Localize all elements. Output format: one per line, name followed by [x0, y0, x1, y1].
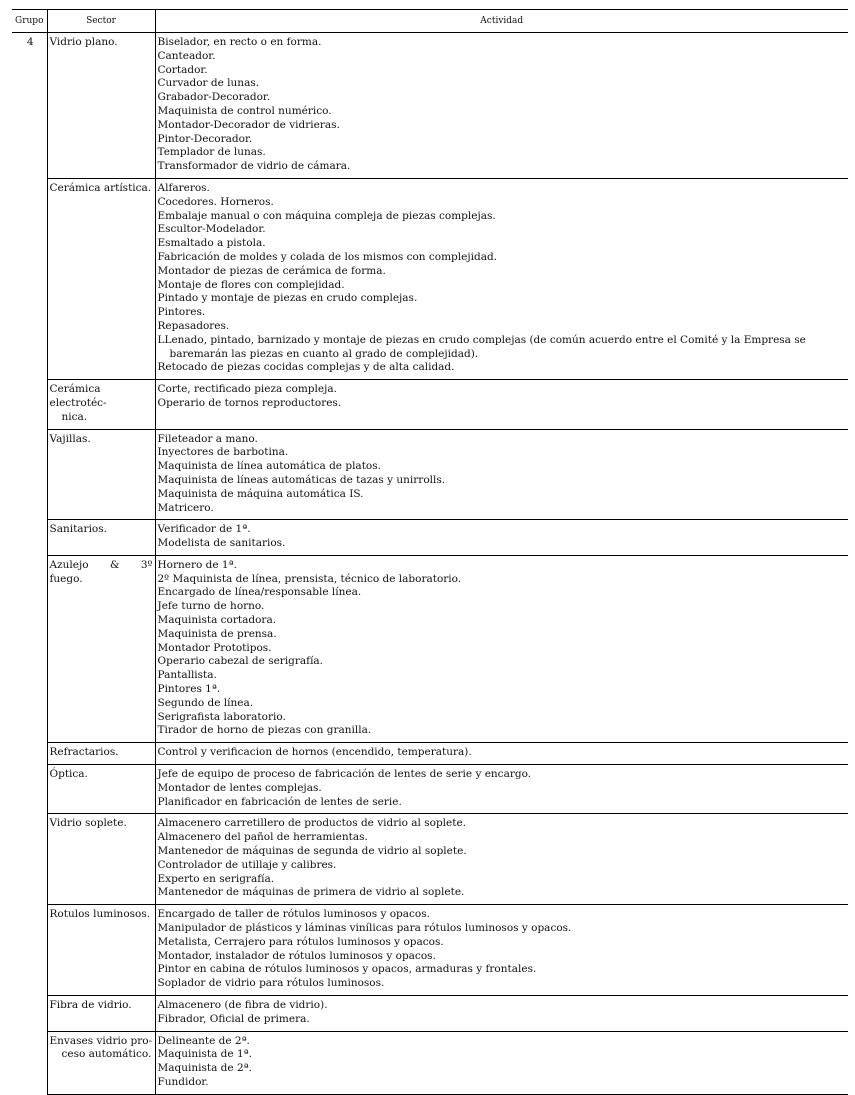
table-row: [12, 178, 848, 379]
header-actividad: Actividad: [155, 10, 848, 33]
sector-name: [50, 746, 153, 760]
activity-item: Montador, instalador de rótulos luminosos y opacos.: [157, 949, 436, 962]
activity-item: Almacenero (de fibra de vidrio).: [157, 999, 328, 1011]
activity-item: Almacenero del pañol de herramientas.: [157, 831, 368, 844]
table-body: [12, 33, 848, 1095]
activity-item: Segundo de línea.: [157, 696, 254, 709]
sector-line: ceso automático.: [61, 1048, 152, 1061]
table-row: [12, 996, 848, 1032]
activity-item: Pintores.: [157, 306, 206, 319]
sector-line: Refractarios.: [49, 746, 119, 759]
activity-item: Montador-Decorador de vidrieras.: [157, 118, 340, 131]
sector-cell: [47, 765, 155, 814]
activity-item: Tirador de horno de piezas con granilla.: [157, 724, 372, 737]
table-row: [12, 380, 848, 429]
table-row: [12, 743, 848, 765]
activity-item: Cocedores. Horneros.: [157, 195, 274, 208]
activity-item: Corte, rectificado pieza compleja.: [157, 383, 337, 396]
activity-item: Soplador de vidrio para rótulos luminosos.: [157, 977, 385, 990]
activity-item: Operario de tornos reproductores.: [157, 396, 342, 409]
table-row: [12, 905, 848, 996]
activity-item: Mantenedor de máquinas de primera de vidrio al soplete.: [157, 886, 465, 899]
activity-cell: [155, 1031, 848, 1094]
sector-line: Sanitarios.: [49, 523, 107, 536]
activity-item: Canteador.: [157, 49, 216, 62]
sector-cell: [47, 1031, 155, 1094]
activity-item: Mantenedor de máquinas de segunda de vidrio al soplete.: [157, 845, 467, 858]
activity-item: Encargado de taller de rótulos luminosos y opacos.: [157, 908, 430, 921]
table-row: [12, 555, 848, 742]
sector-cell: [47, 33, 155, 179]
activity-item: Metalista, Cerrajero para rótulos luminosos y opacos.: [157, 935, 444, 948]
grupo-cell: 4: [26, 36, 34, 48]
sector-line: nica.: [61, 410, 88, 423]
activity-item: Montador de lentes complejas.: [157, 781, 322, 794]
activity-item: Manipulador de plásticos y láminas vinílicas para rótulos luminosos y opacos.: [157, 922, 572, 935]
sector-name: [50, 182, 153, 196]
sector-cell: [47, 380, 155, 429]
activity-item: Planificador en fabricación de lentes de serie.: [157, 795, 402, 808]
sector-line: Cerámica artística.: [49, 181, 152, 194]
activity-item: Matricero.: [157, 501, 214, 514]
activity-item: Retocado de piezas cocidas complejas y de alta calidad.: [157, 361, 455, 374]
activity-item: Fileteador a mano.: [157, 432, 258, 445]
activity-item: Maquinista de máquina automática IS.: [157, 487, 364, 500]
activity-table: [12, 9, 848, 1095]
activity-item: Esmaltado a pistola.: [157, 237, 266, 250]
activity-cell: [155, 743, 848, 765]
sector-cell: [47, 178, 155, 379]
activity-item: Jefe turno de horno.: [157, 600, 265, 613]
activity-item: Fabricación de moldes y colada de los mismos con complejidad.: [157, 250, 498, 263]
activity-cell: [155, 814, 848, 905]
header-sector: Sector: [47, 10, 155, 33]
activity-item: Alfareros.: [157, 181, 210, 194]
sector-line: Cerámica electrotéc-: [49, 383, 107, 409]
sector-name: [50, 908, 153, 922]
activity-item: Controlador de utillaje y calibres.: [157, 858, 337, 871]
activity-cell: [155, 380, 848, 429]
activity-item: Inyectores de barbotina.: [157, 446, 289, 459]
activity-item: Maquinista de 1ª.: [157, 1048, 252, 1061]
activity-item: Pintor-Decorador.: [157, 132, 253, 145]
sector-cell: [47, 429, 155, 520]
activity-item: Repasadores.: [157, 319, 230, 332]
sector-cell: [47, 743, 155, 765]
activity-item: Montaje de flores con complejidad.: [157, 278, 345, 291]
header-row: [12, 10, 848, 33]
sector-line: Envases vidrio pro-: [49, 1034, 153, 1047]
activity-item: Biselador, en recto o en forma.: [157, 36, 322, 48]
sector-name: [50, 999, 153, 1013]
activity-cell: [155, 429, 848, 520]
activity-item: Maquinista de líneas automáticas de tazas y unirrolls.: [157, 473, 446, 486]
activity-item: Pantallista.: [157, 669, 217, 682]
activity-cell: [155, 178, 848, 379]
activity-item: Maquinista de 2ª.: [157, 1062, 252, 1075]
table-row: [12, 429, 848, 520]
sector-cell: [47, 814, 155, 905]
activity-item: Delineante de 2ª.: [157, 1034, 250, 1047]
sector-line: Rotulos luminosos.: [49, 908, 151, 921]
activity-item: Maquinista de línea automática de platos.: [157, 460, 381, 473]
activity-item: Maquinista de control numérico.: [157, 104, 332, 117]
activity-item: Verificador de 1ª.: [157, 523, 251, 536]
sector-name: [50, 817, 153, 831]
activity-item: Maquinista de prensa.: [157, 627, 277, 640]
table-row: [12, 765, 848, 814]
activity-item: Encargado de línea/responsable línea.: [157, 586, 362, 599]
activity-item: Modelista de sanitarios.: [157, 537, 286, 550]
activity-item: Fibrador, Oficial de primera.: [157, 1012, 310, 1025]
activity-item: Hornero de 1ª.: [157, 558, 237, 571]
header-grupo: Grupo: [12, 10, 47, 33]
sector-name: [50, 559, 153, 587]
sector-line: Óptica.: [49, 768, 88, 781]
sector-name: [50, 383, 153, 424]
sector-line: Azulejo & 3º fuego.: [49, 558, 153, 585]
activity-item: Serigrafista laboratorio.: [157, 710, 286, 723]
activity-item: Fundidor.: [157, 1075, 209, 1088]
activity-item: Operario cabezal de serigrafía.: [157, 655, 324, 668]
sector-line: Fibra de vidrio.: [49, 999, 132, 1011]
activity-item: Transformador de vidrio de cámara.: [157, 160, 351, 173]
activity-cell: [155, 905, 848, 996]
sector-name: [50, 36, 153, 50]
activity-cell: [155, 520, 848, 556]
sector-cell: [47, 520, 155, 556]
activity-cell: [155, 33, 848, 179]
sector-line: Vidrio soplete.: [49, 817, 127, 830]
activity-item: Almacenero carretillero de productos de vidrio al soplete.: [157, 817, 467, 830]
table-row: [12, 520, 848, 556]
activity-item: Pintado y montaje de piezas en crudo complejas.: [157, 292, 418, 305]
activity-item: LLenado, pintado, barnizado y montaje de piezas en crudo complejas (de común acuerdo entre el Comité y la Empresa se baremarán las piezas en cuanto al grado de complejidad).: [157, 333, 806, 360]
sector-cell: [47, 905, 155, 996]
sector-name: [50, 433, 153, 447]
activity-item: Pintores 1ª.: [157, 683, 221, 696]
activity-item: Jefe de equipo de proceso de fabricación de lentes de serie y encargo.: [157, 768, 532, 781]
sector-name: [50, 1035, 153, 1063]
activity-item: Cortador.: [157, 63, 208, 76]
table-row: [12, 814, 848, 905]
activity-item: Escultor-Modelador.: [157, 223, 266, 236]
activity-item: Grabador-Decorador.: [157, 91, 271, 104]
sector-line: Vajillas.: [49, 432, 91, 445]
activity-item: Maquinista cortadora.: [157, 614, 277, 627]
sector-line: Vidrio plano.: [49, 36, 118, 48]
activity-item: Montador de piezas de cerámica de forma.: [157, 264, 386, 277]
activity-item: Pintor en cabina de rótulos luminosos y opacos, armaduras y frontales.: [157, 963, 537, 976]
activity-item: Montador Prototipos.: [157, 641, 272, 654]
activity-item: Experto en serigrafía.: [157, 872, 275, 885]
activity-item: 2º Maquinista de línea, prensista, técnico de laboratorio.: [157, 572, 462, 585]
activity-cell: [155, 765, 848, 814]
activity-item: Embalaje manual o con máquina compleja de piezas complejas.: [157, 209, 496, 222]
sector-name: [50, 768, 153, 782]
sector-name: [50, 523, 153, 537]
activity-cell: [155, 555, 848, 742]
activity-item: Templador de lunas.: [157, 146, 266, 159]
activity-cell: [155, 996, 848, 1032]
activity-item: Control y verificacion de hornos (encendido, temperatura).: [157, 746, 472, 759]
activity-item: Curvador de lunas.: [157, 77, 260, 90]
table-row: [12, 33, 848, 179]
table-row: [12, 1031, 848, 1094]
sector-cell: [47, 555, 155, 742]
sector-cell: [47, 996, 155, 1032]
